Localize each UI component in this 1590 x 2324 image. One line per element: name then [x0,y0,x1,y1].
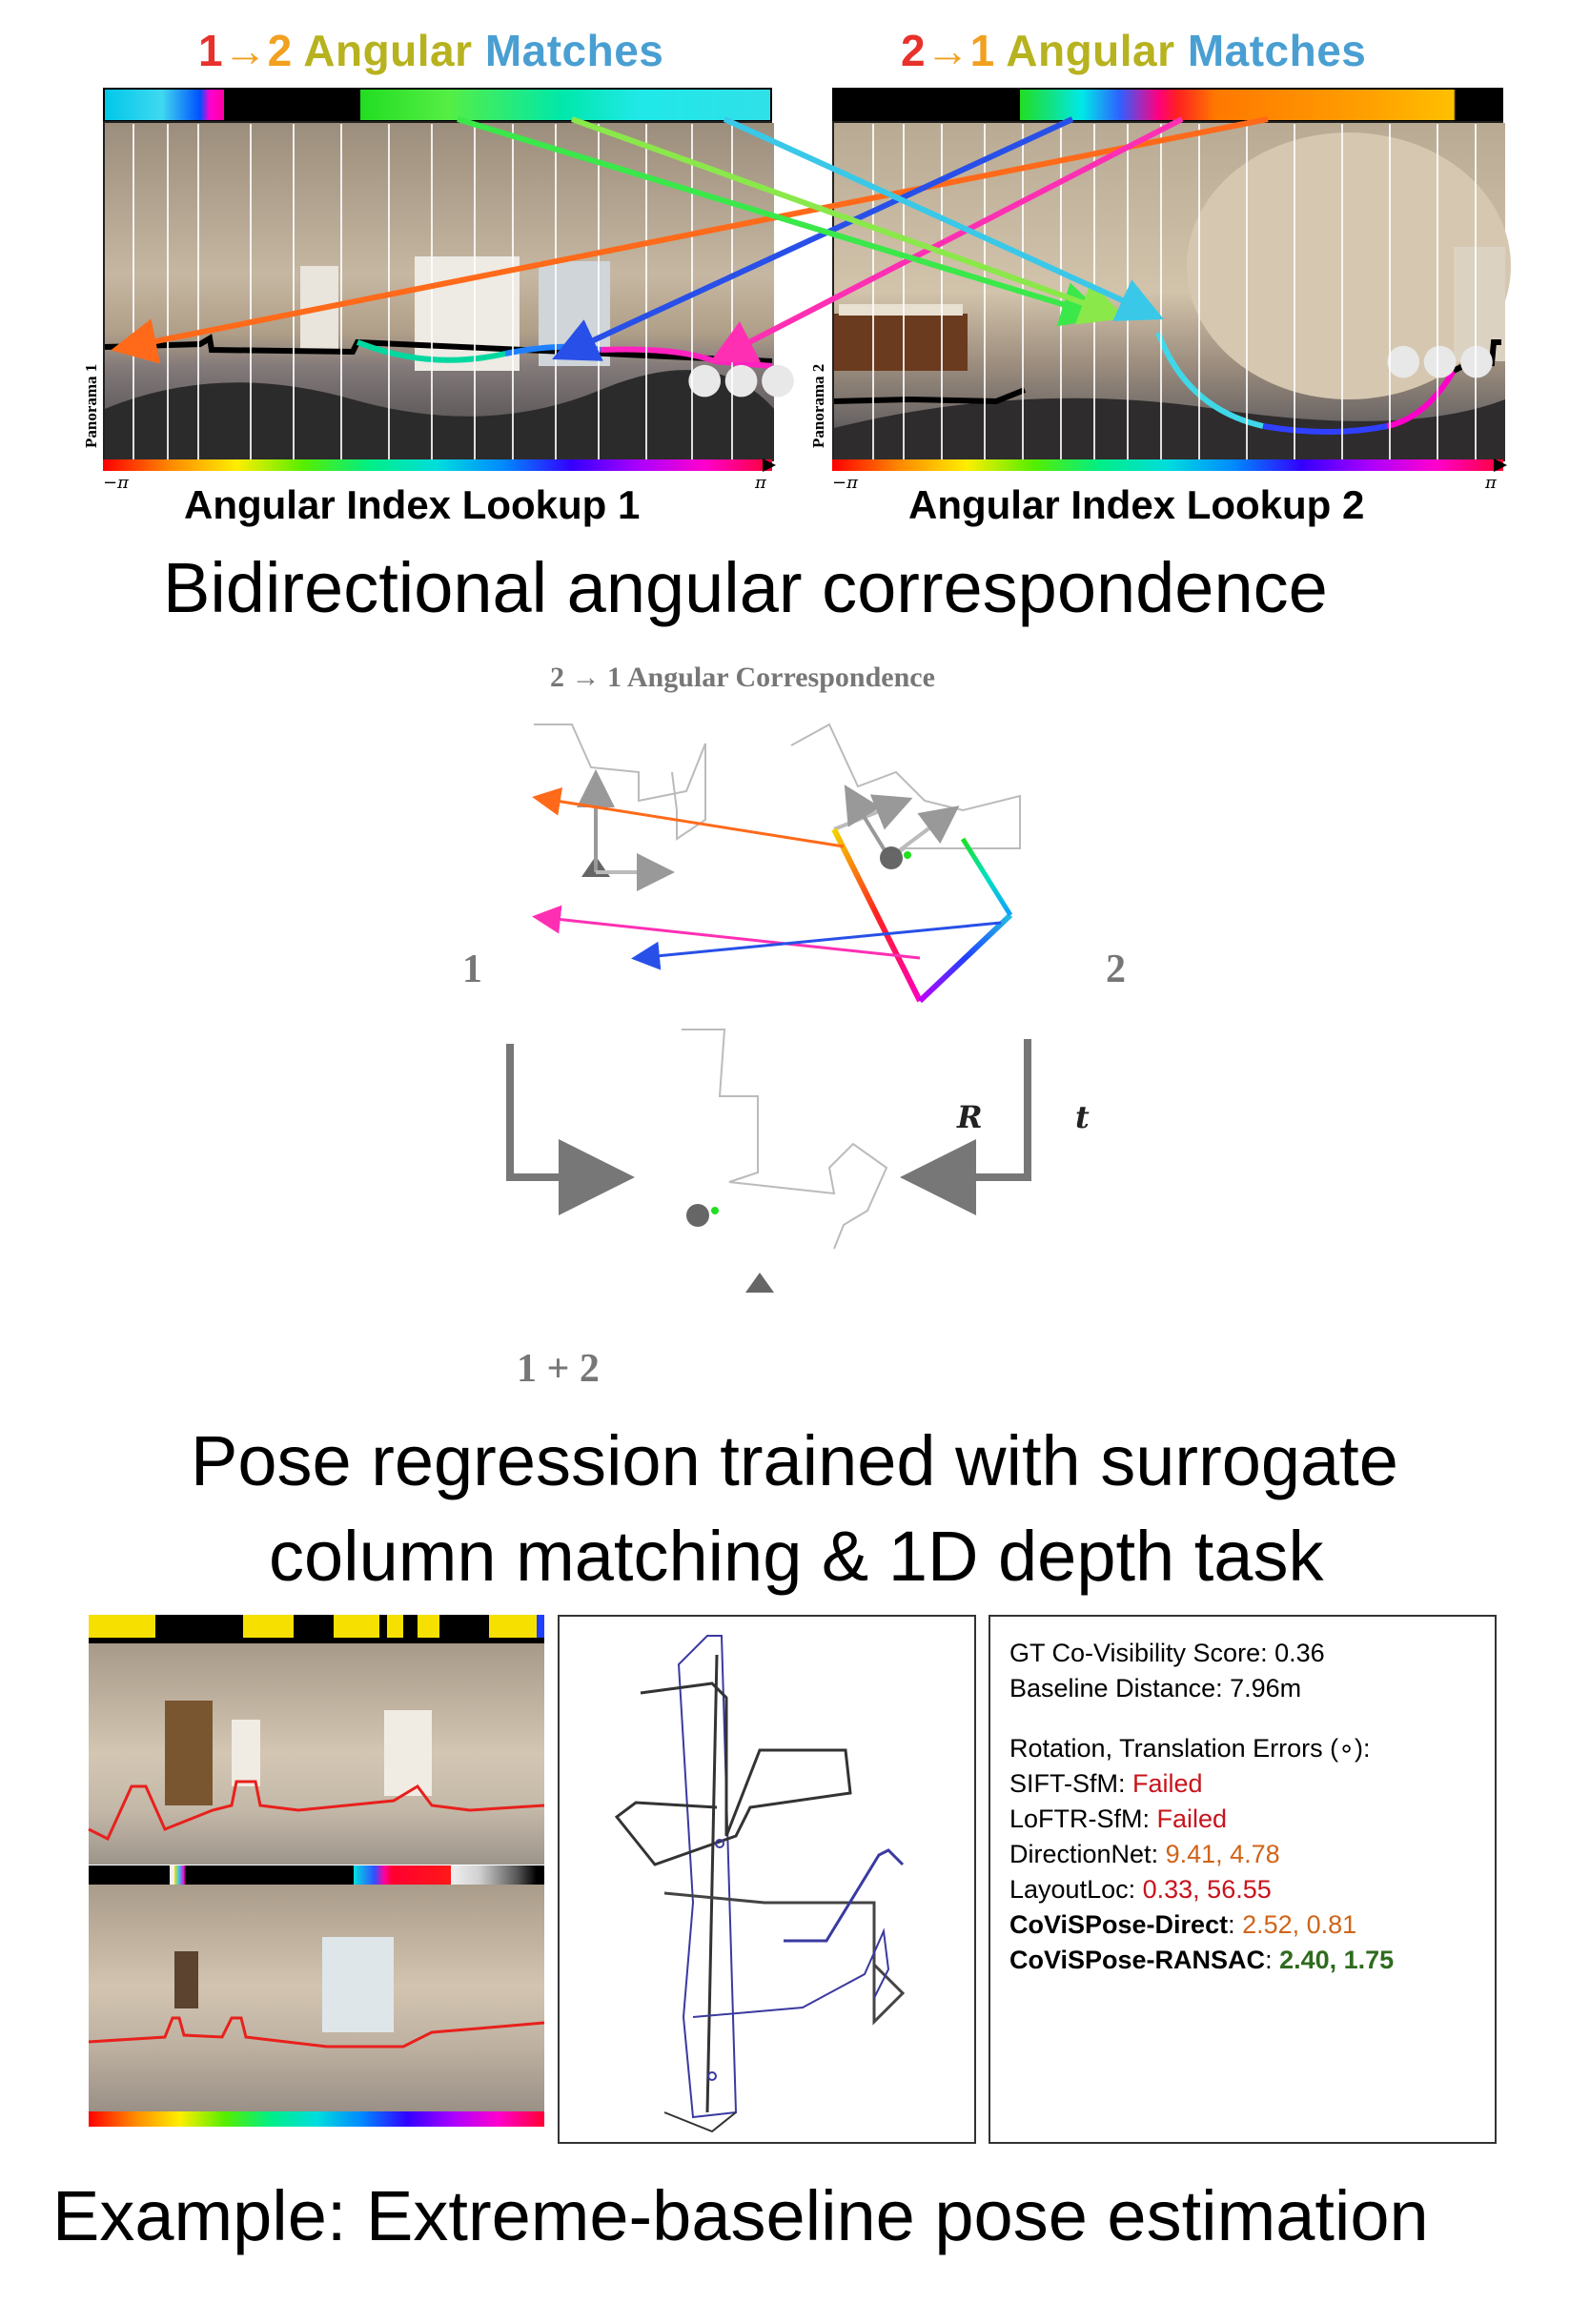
result-covispose-direct: CoViSPose-Direct: 2.52, 0.81 [1009,1910,1357,1939]
caption-pose-regression-1: Pose regression trained with surrogate [191,1421,1398,1500]
plan-2-label: 2 [1106,948,1126,991]
example-panorama-2 [89,1885,544,2111]
lookup-label-2: Angular Index Lookup 2 [908,482,1365,527]
covisibility-bar-1 [89,1615,544,1638]
pos-pi-label-1: π [755,473,766,493]
lookup-bar-1 [103,459,772,471]
plan-1-label: 1 [462,948,482,991]
result-loftr-sfm: LoFTR-SfM: Failed [1009,1804,1228,1833]
title-2-to-1: 2→1 Angular Matches [901,26,1367,75]
example-panorama-2-scene [89,1885,544,2111]
example-lookup-bar [89,2111,544,2127]
neg-pi-label-1: −π [103,473,129,493]
panorama-1-label: Panorama 1 [82,363,100,448]
match-arrows [0,0,1590,496]
lookup-bar-2 [832,459,1503,471]
svg-text:●●●: ●●● [686,354,797,402]
example-panorama-1 [89,1643,544,1865]
svg-text:●●●: ●●● [1385,335,1496,383]
lookup-label-1: Angular Index Lookup 1 [184,482,641,527]
caption-pose-regression-2: column matching & 1D depth task [269,1517,1324,1596]
result-covispose-ransac: CoViSPose-RANSAC: 2.40, 1.75 [1009,1946,1395,1974]
result-sift-sfm: SIFT-SfM: Failed [1009,1769,1203,1798]
errors-header: Rotation, Translation Errors (∘): [1009,1734,1371,1763]
caption-bidirectional: Bidirectional angular correspondence [163,548,1328,627]
covisibility-bar-2 [89,1865,544,1885]
correspondence-subtitle: 2 → 1 Angular Correspondence [550,662,935,693]
floorplan-diagram [448,705,1153,1430]
example-panorama-1-scene [89,1643,544,1865]
combined-plan-label: 1 + 2 [517,1347,600,1391]
translation-label: t [1075,1099,1090,1135]
panorama-2-label: Panorama 2 [809,363,827,448]
rotation-label: R [957,1099,983,1135]
lookup-1-arrowhead [763,457,780,474]
example-results-box [989,1615,1497,2144]
baseline-distance: Baseline Distance: 7.96m [1009,1674,1302,1702]
title-1-to-2: 1→2 Angular Matches [198,26,664,75]
example-floorplan [560,1617,974,2142]
pos-pi-label-2: π [1485,473,1497,493]
result-directionnet: DirectionNet: 9.41, 4.78 [1009,1840,1280,1868]
result-layoutloc: LayoutLoc: 0.33, 56.55 [1009,1875,1272,1904]
example-floorplan-box [558,1615,976,2144]
lookup-2-arrowhead [1494,457,1511,474]
caption-example: Example: Extreme-baseline pose estimation [52,2176,1429,2255]
neg-pi-label-2: −π [832,473,858,493]
gt-covisibility-score: GT Co-Visibility Score: 0.36 [1009,1639,1325,1667]
